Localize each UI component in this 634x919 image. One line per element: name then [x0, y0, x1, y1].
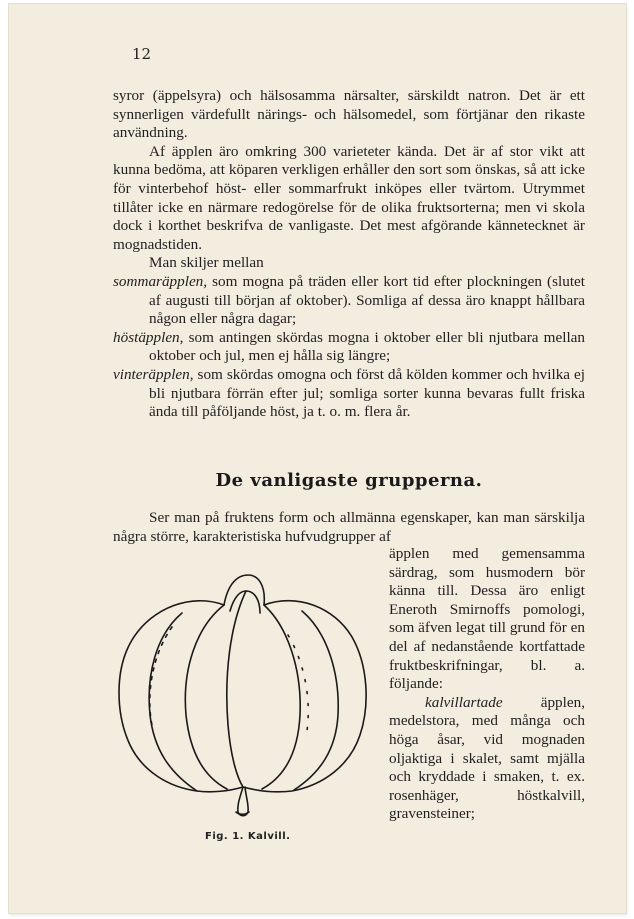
category-autumn [113, 329, 585, 366]
category-summer [113, 273, 585, 329]
figure-caption: Fig. 1. Kalvill. [205, 831, 291, 842]
term-autumn: höstäpplen, [113, 328, 184, 346]
term-kalvill: kalvillartade [425, 693, 503, 711]
side-column [389, 545, 585, 824]
section-lead [113, 509, 585, 546]
text-kalvill: äpplen, medelstora, med många och höga åsar, vid mognaden oljaktiga i skalet, samt mjälla och kryddade i smaken, t. ex. rosenhäger, höstkalvill, gravensteiner; [389, 693, 585, 823]
intro-paragraph-3: Man skiljer mellan [149, 254, 264, 272]
section-lead-paragraph: Ser man på fruktens form och allmänna egenskaper, kan man särskilja några större, karakteristiska hufvudgrupper af [113, 509, 585, 545]
page-number: 12 [132, 45, 152, 63]
intro-paragraph-2: Af äpplen äro omkring 300 varieteter kända. Det är af stor vikt att kunna bedöma, att köparen verkligen erhåller den sort som önskas, så att icke för vinterbehof höst- eller sommarfrukt inköpes eller tvärtom. Utrymmet tillåter icke en närmare redogörelse för de olika fruktsorterna; men vi skola dock i korthet beskrifva de vanligaste. Det mest afgörande kännetecknet är mognadstiden. [113, 142, 585, 253]
apple-outline [119, 601, 366, 792]
apple-illustration [112, 565, 374, 827]
apple-drawing [112, 565, 374, 827]
text-summer: som mogna på träden eller kort tid efter plockningen (slutet af augusti till början af oktober). Somliga af dessa äro knappt hållbara någon eller några dagar; [149, 272, 585, 328]
apple-stem [238, 787, 248, 816]
rib-right-inner [262, 605, 300, 789]
text-autumn: som antingen skördas mogna i oktober eller bli njutbara mellan oktober och jul, men ej hålla sig längre; [149, 328, 585, 365]
intro-paragraph-1: syror (äppelsyra) och hälsosamma närsalter, särskildt natron. Det är ett synnerligen värdefullt närings- och hälsomedel, som förtjänar den rikaste användning. [113, 87, 585, 142]
intro-text [113, 87, 585, 422]
category-winter [113, 366, 585, 422]
section-heading: De vanligaste grupperna. [215, 470, 483, 491]
term-summer: sommaräpplen, [113, 272, 208, 290]
rib-left-outer [149, 613, 197, 791]
rib-center [227, 591, 246, 787]
rib-left-inner [185, 605, 227, 789]
term-winter: vinteräpplen, [113, 365, 194, 383]
side-paragraph-1: äpplen med gemensamma särdrag, som husmodern bör känna till. Dessa äro enligt Eneroth Smirnoffs pomologi, som äfven legat till grund för en del af nedanstående kortfattade fruktbeskrifningar, bl. a. följande: [389, 545, 585, 693]
text-winter: som skördas omogna och först då kölden kommer och hvilka ej bli njutbara förrän efter jul; somliga sorter kunna bevaras fullt friska ända till påföljande höst, ja t. o. m. flera år. [149, 365, 585, 421]
kalvill-paragraph [389, 694, 585, 824]
